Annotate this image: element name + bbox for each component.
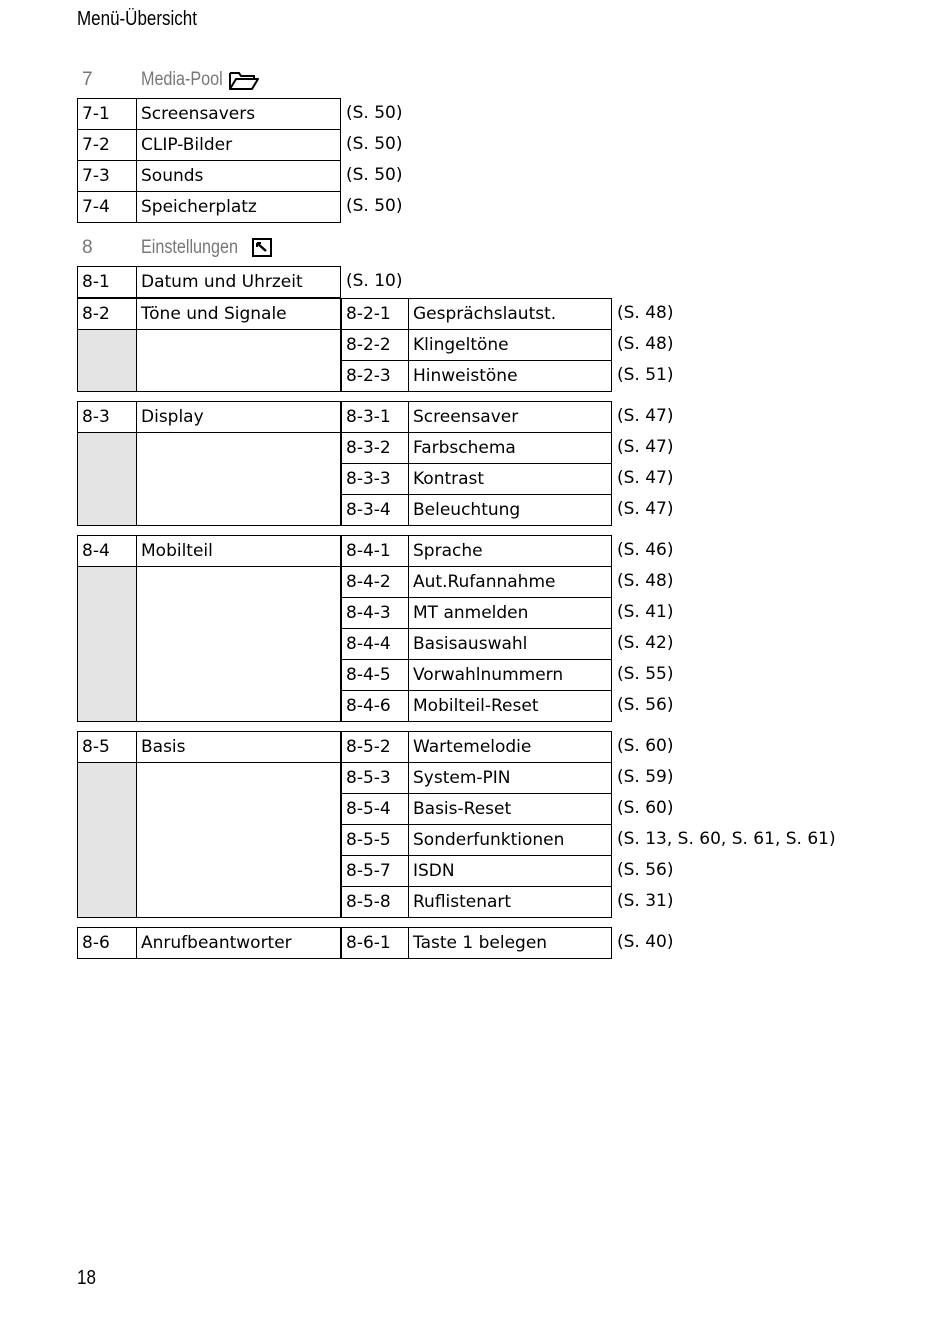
submenu-code: 8-5-2 xyxy=(341,731,409,763)
section-title: Einstellungen xyxy=(141,237,238,258)
submenu-label: Kontrast xyxy=(408,463,612,495)
menu-label: Basis xyxy=(136,731,341,763)
menu-label: Mobilteil xyxy=(136,535,341,567)
page-reference: (S. 48) xyxy=(617,571,674,591)
submenu-code: 8-4-4 xyxy=(341,628,409,660)
submenu-code: 8-2-2 xyxy=(341,329,409,361)
page-reference: (S. 55) xyxy=(617,664,674,684)
folder-icon xyxy=(228,69,260,97)
menu-code: 8-4 xyxy=(77,535,137,567)
section-title: Media-Pool xyxy=(141,69,223,90)
submenu-label: Farbschema xyxy=(408,432,612,464)
menu-code: 7-2 xyxy=(77,129,137,161)
submenu-code: 8-5-7 xyxy=(341,855,409,887)
menu-code: 8-5 xyxy=(77,731,137,763)
submenu-label: ISDN xyxy=(408,855,612,887)
submenu-code: 8-3-2 xyxy=(341,432,409,464)
submenu-code: 8-3-4 xyxy=(341,494,409,526)
page-reference: (S. 40) xyxy=(617,932,674,952)
page-reference: (S. 56) xyxy=(617,695,674,715)
page-reference: (S. 13, S. 60, S. 61, S. 61) xyxy=(617,829,836,849)
page-reference: (S. 50) xyxy=(346,196,403,216)
submenu-label: Gesprächslautst. xyxy=(408,298,612,330)
submenu-label: Screensaver xyxy=(408,401,612,433)
submenu-label: Taste 1 belegen xyxy=(408,927,612,959)
submenu-code: 8-2-3 xyxy=(341,360,409,392)
menu-code: 7-1 xyxy=(77,98,137,130)
group-filler xyxy=(77,329,137,392)
submenu-code: 8-4-5 xyxy=(341,659,409,691)
submenu-label: Sprache xyxy=(408,535,612,567)
menu-code: 8-1 xyxy=(77,266,137,298)
page-reference: (S. 59) xyxy=(617,767,674,787)
page-reference: (S. 42) xyxy=(617,633,674,653)
submenu-code: 8-4-6 xyxy=(341,690,409,722)
submenu-code: 8-4-2 xyxy=(341,566,409,598)
submenu-label: Wartemelodie xyxy=(408,731,612,763)
page-reference: (S. 50) xyxy=(346,103,403,123)
menu-code: 7-3 xyxy=(77,160,137,192)
submenu-label: Klingeltöne xyxy=(408,329,612,361)
submenu-label: Beleuchtung xyxy=(408,494,612,526)
submenu-label: System-PIN xyxy=(408,762,612,794)
submenu-code: 8-3-1 xyxy=(341,401,409,433)
page-reference: (S. 50) xyxy=(346,134,403,154)
menu-label: Anrufbeantworter xyxy=(136,927,341,959)
section-heading-einstellungen xyxy=(77,234,377,264)
section-number: 8 xyxy=(82,237,93,258)
menu-code: 8-3 xyxy=(77,401,137,433)
page-reference: (S. 48) xyxy=(617,303,674,323)
group-filler xyxy=(136,329,341,392)
submenu-code: 8-4-1 xyxy=(341,535,409,567)
group-filler xyxy=(77,762,137,918)
page-reference: (S. 46) xyxy=(617,540,674,560)
submenu-code: 8-3-3 xyxy=(341,463,409,495)
submenu-label: Sonderfunktionen xyxy=(408,824,612,856)
submenu-code: 8-4-3 xyxy=(341,597,409,629)
submenu-code: 8-5-5 xyxy=(341,824,409,856)
group-filler xyxy=(136,566,341,722)
group-filler xyxy=(136,762,341,918)
page-reference: (S. 47) xyxy=(617,499,674,519)
section-number: 7 xyxy=(82,69,93,90)
page-reference: (S. 47) xyxy=(617,406,674,426)
submenu-label: Vorwahlnummern xyxy=(408,659,612,691)
submenu-label: Mobilteil-Reset xyxy=(408,690,612,722)
submenu-label: Ruflistenart xyxy=(408,886,612,918)
page-reference: (S. 41) xyxy=(617,602,674,622)
page-reference: (S. 50) xyxy=(346,165,403,185)
menu-label: CLIP-Bilder xyxy=(136,129,341,161)
group-filler xyxy=(136,432,341,526)
menu-code: 8-2 xyxy=(77,298,137,330)
submenu-code: 8-6-1 xyxy=(341,927,409,959)
menu-label: Datum und Uhrzeit xyxy=(136,266,341,298)
page-reference: (S. 47) xyxy=(617,437,674,457)
page-reference: (S. 60) xyxy=(617,736,674,756)
page-reference: (S. 31) xyxy=(617,891,674,911)
settings-icon xyxy=(251,237,273,265)
page-header-title: Menü-Übersicht xyxy=(77,8,197,30)
group-filler xyxy=(77,566,137,722)
submenu-code: 8-2-1 xyxy=(341,298,409,330)
submenu-code: 8-5-8 xyxy=(341,886,409,918)
submenu-code: 8-5-3 xyxy=(341,762,409,794)
menu-label: Sounds xyxy=(136,160,341,192)
menu-code: 7-4 xyxy=(77,191,137,223)
menu-label: Töne und Signale xyxy=(136,298,341,330)
group-filler xyxy=(77,432,137,526)
page-reference: (S. 56) xyxy=(617,860,674,880)
page-reference: (S. 51) xyxy=(617,365,674,385)
submenu-label: Aut.Rufannahme xyxy=(408,566,612,598)
page-reference: (S. 47) xyxy=(617,468,674,488)
menu-label: Speicherplatz xyxy=(136,191,341,223)
menu-label: Screensavers xyxy=(136,98,341,130)
submenu-label: Hinweistöne xyxy=(408,360,612,392)
section-heading-media-pool xyxy=(77,66,377,96)
page-reference: (S. 48) xyxy=(617,334,674,354)
menu-code: 8-6 xyxy=(77,927,137,959)
page-reference: (S. 10) xyxy=(346,271,403,291)
menu-label: Display xyxy=(136,401,341,433)
submenu-code: 8-5-4 xyxy=(341,793,409,825)
submenu-label: Basis-Reset xyxy=(408,793,612,825)
page-reference: (S. 60) xyxy=(617,798,674,818)
submenu-label: MT anmelden xyxy=(408,597,612,629)
page-number: 18 xyxy=(77,1267,96,1289)
submenu-label: Basisauswahl xyxy=(408,628,612,660)
